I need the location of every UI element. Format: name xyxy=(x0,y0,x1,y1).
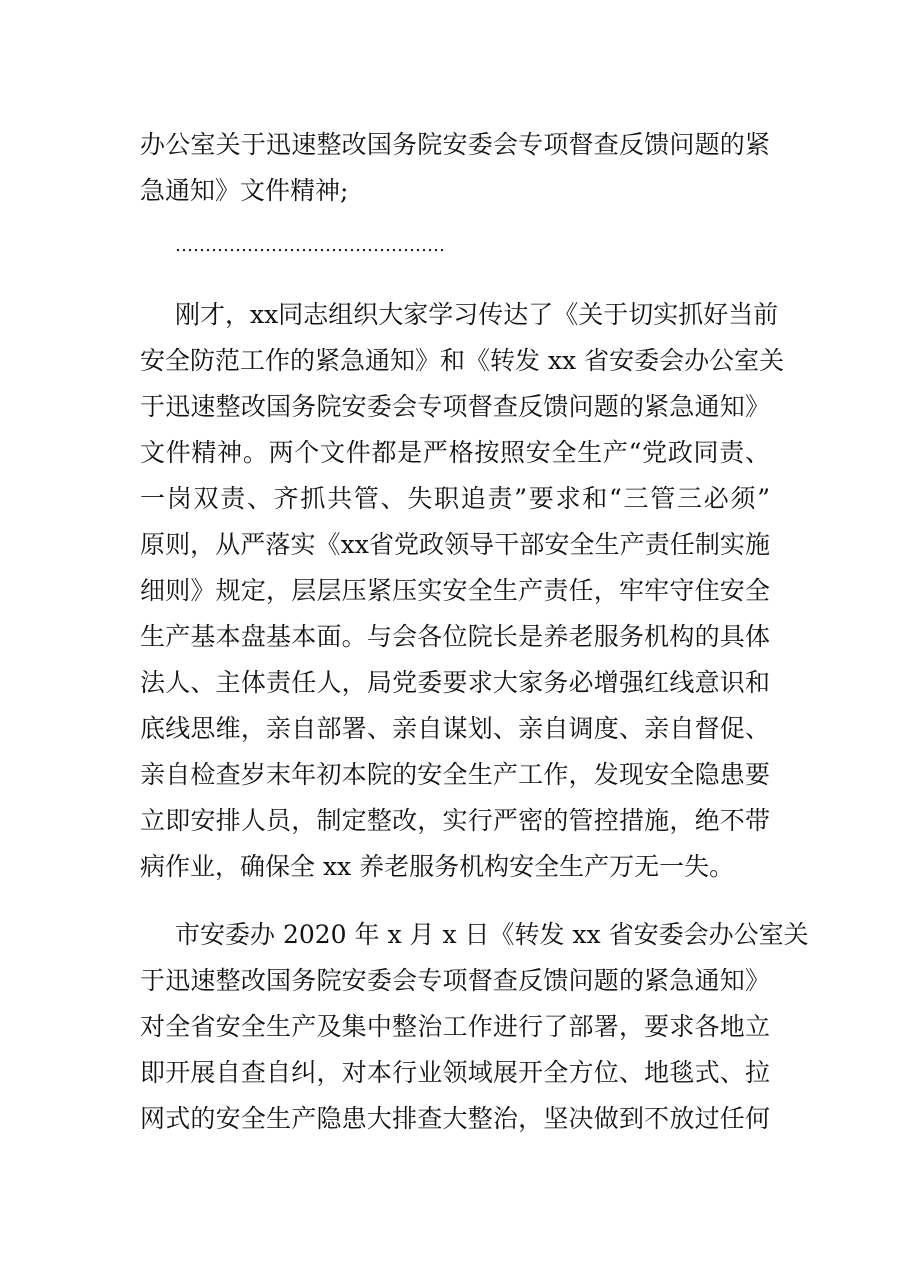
text-line: 文件精神。两个文件都是严格按照安全生产“党政同责、 xyxy=(140,438,770,467)
ellipsis-separator: ……………………………………… xyxy=(175,235,445,256)
text-line: 办公室关于迅速整改国务院安委会专项督查反馈问题的紧 xyxy=(140,130,770,159)
text-line: 刚才，xx同志组织大家学习传达了《关于切实抓好当前 xyxy=(175,300,779,329)
text-line: 病作业，确保全 xx 养老服务机构安全生产万无一失。 xyxy=(140,852,735,881)
text-line: 亲自检查岁末年初本院的安全生产工作，发现安全隐患要 xyxy=(140,760,770,789)
text-line: 一岗双责、齐抓共管、失职追责”要求和“三管三必须” xyxy=(140,484,770,513)
text-line: 网式的安全生产隐患大排查大整治，坚决做到不放过任何 xyxy=(140,1104,770,1133)
text-line: 对全省安全生产及集中整治工作进行了部署，要求各地立 xyxy=(140,1012,770,1041)
text-line: 底线思维，亲自部署、亲自谋划、亲自调度、亲自督促、 xyxy=(140,714,770,743)
text-line: 于迅速整改国务院安委会专项督查反馈问题的紧急通知》 xyxy=(140,966,770,995)
text-line: 即开展自查自纠，对本行业领域展开全方位、地毯式、拉 xyxy=(140,1058,770,1087)
text-line: 市安委办 2020 年 x 月 x 日《转发 xx 省安委会办公室关 xyxy=(175,920,809,949)
text-line: 细则》规定，层层压紧压实安全生产责任，牢牢守住安全 xyxy=(140,576,770,605)
text-line: 法人、主体责任人，局党委要求大家务必增强红线意识和 xyxy=(140,668,770,697)
text-line: 于迅速整改国务院安委会专项督查反馈问题的紧急通知》 xyxy=(140,392,770,421)
text-line: 安全防范工作的紧急通知》和《转发 xx 省安委会办公室关 xyxy=(140,346,785,375)
text-line: 生产基本盘基本面。与会各位院长是养老服务机构的具体 xyxy=(140,622,770,651)
text-line: 原则，从严落实《xx省党政领导干部安全生产责任制实施 xyxy=(140,530,770,559)
text-line: 立即安排人员，制定整改，实行严密的管控措施，绝不带 xyxy=(140,806,770,835)
text-line: 急通知》文件精神; xyxy=(140,176,349,205)
